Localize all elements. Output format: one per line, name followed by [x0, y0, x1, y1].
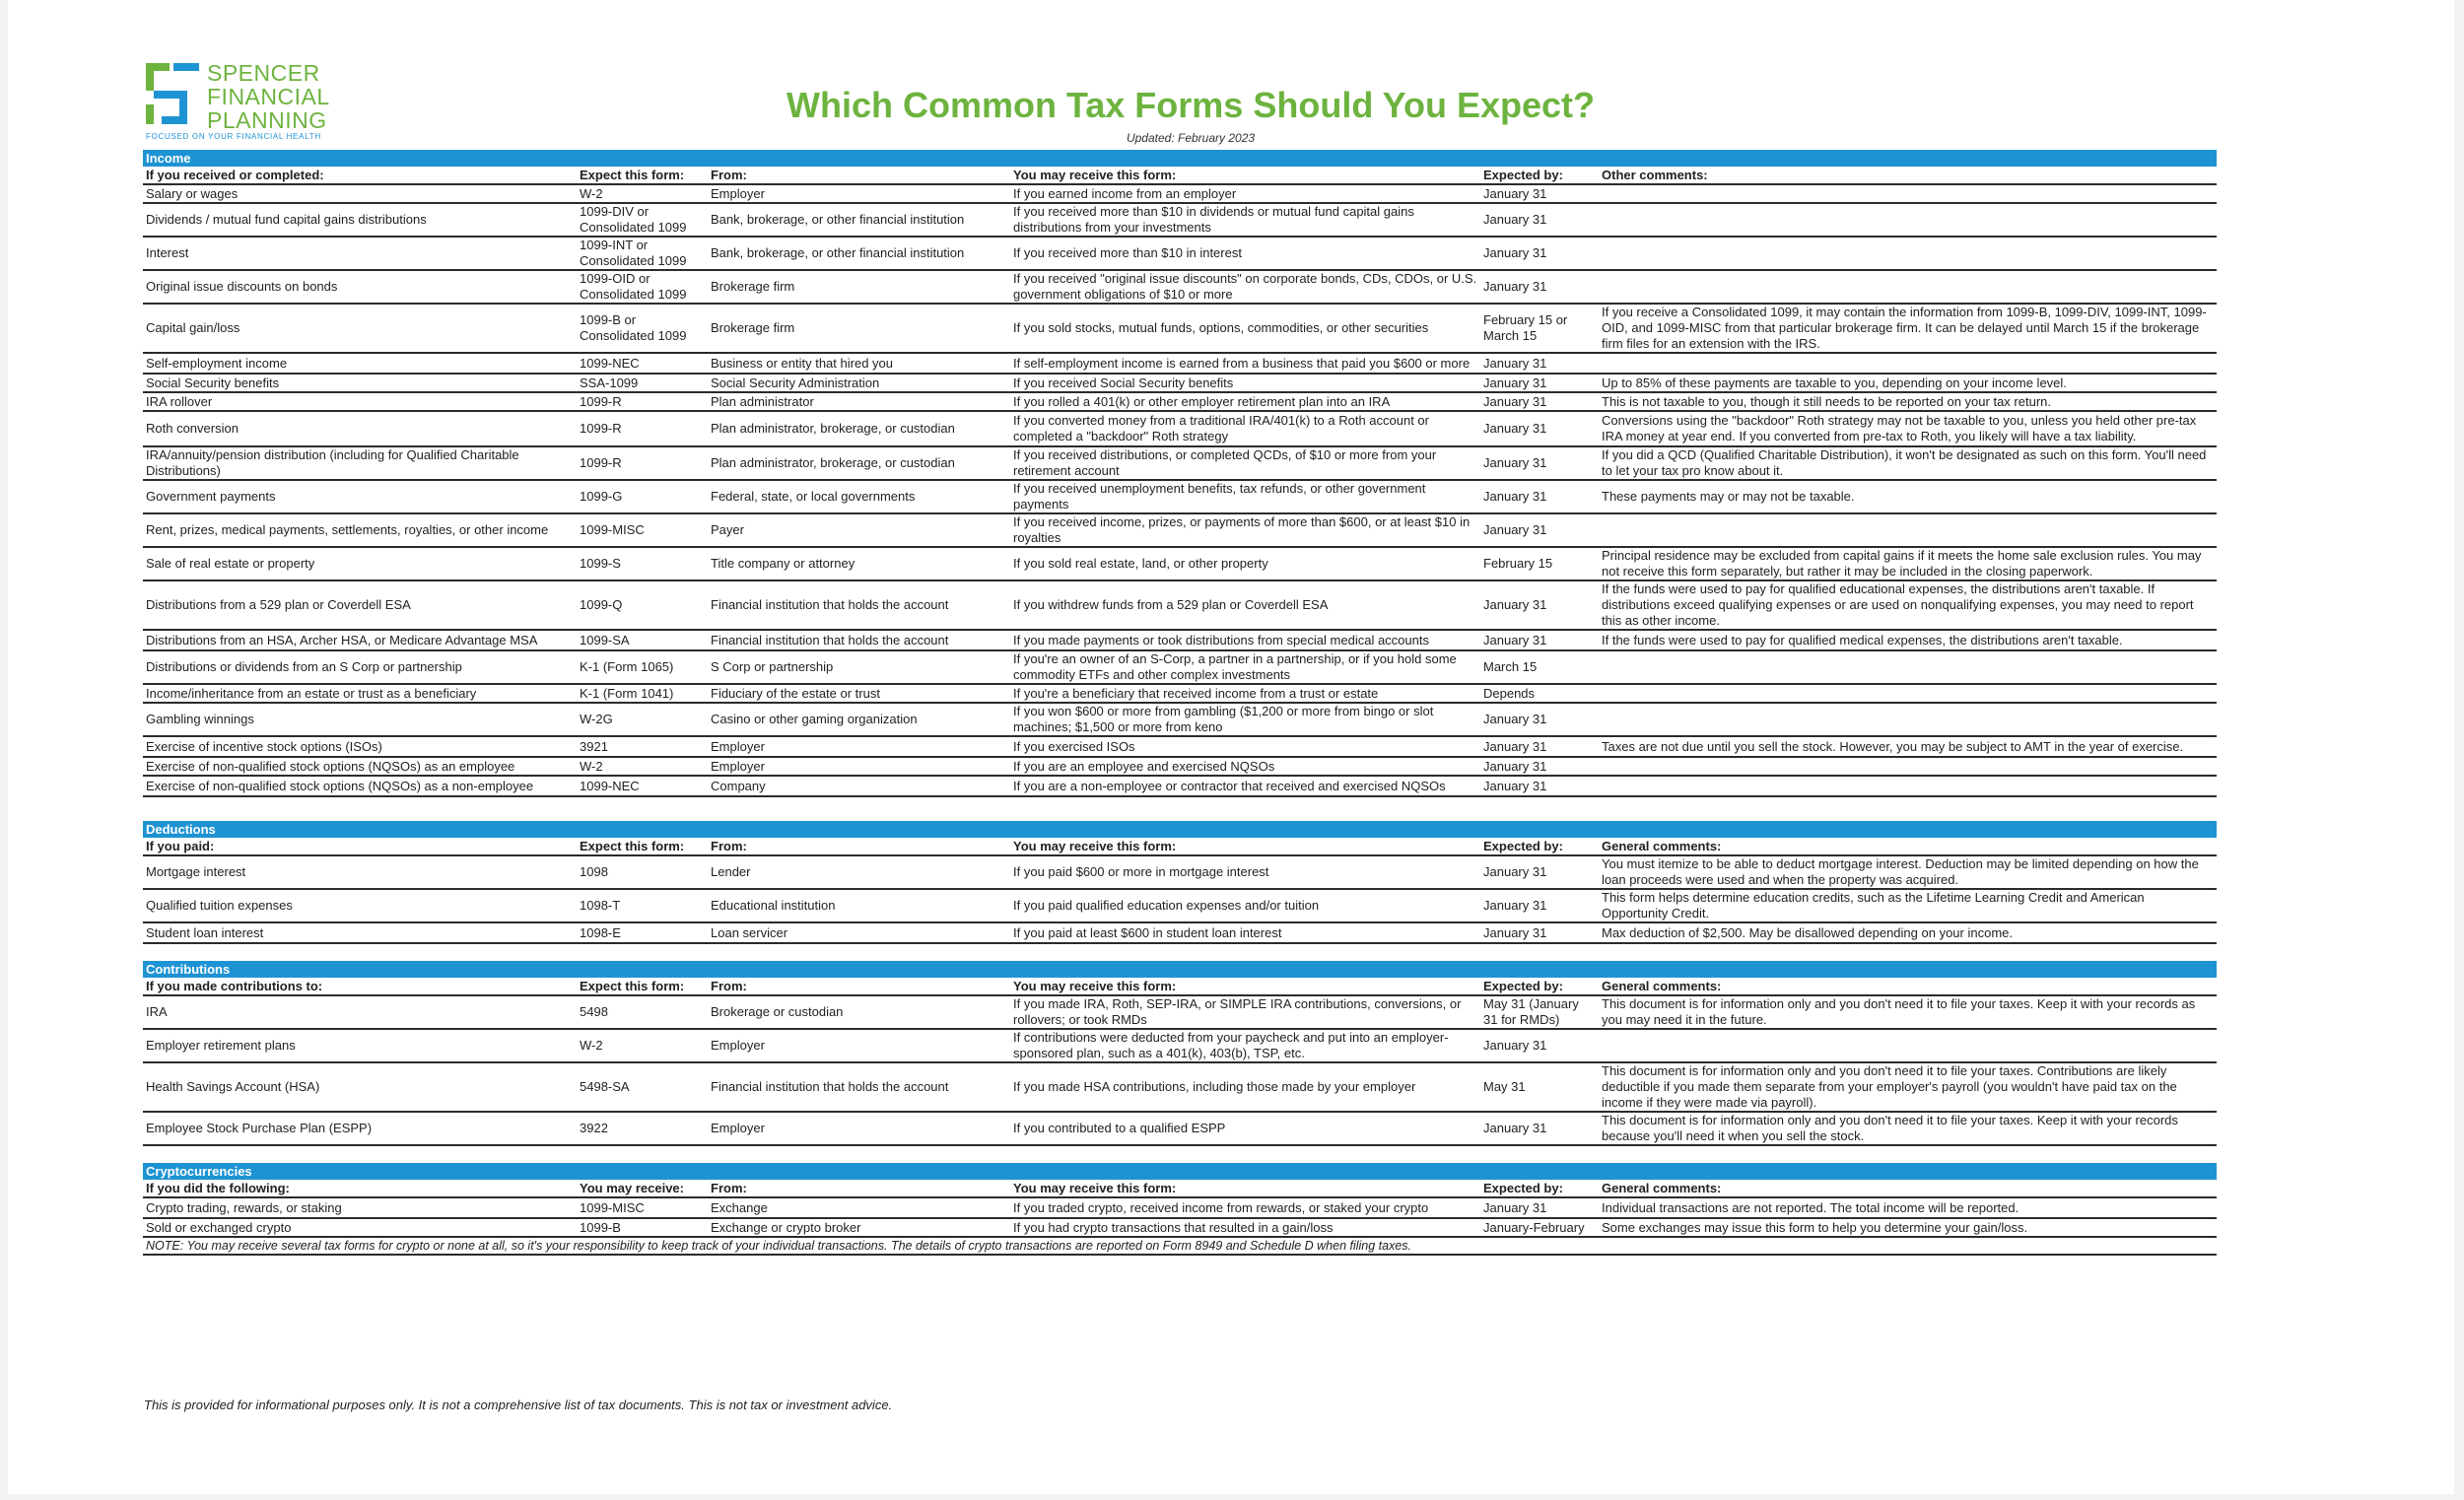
- column-header: General comments:: [1599, 1180, 2217, 1197]
- issuer-cell: Social Security Administration: [708, 374, 1010, 392]
- expected-date-cell: January 31: [1480, 630, 1599, 650]
- situation-cell: Interest: [143, 237, 577, 270]
- situation-cell: Income/inheritance from an estate or trust as a beneficiary: [143, 684, 577, 703]
- logo-text-line: FINANCIAL: [207, 84, 330, 109]
- section-title: Deductions: [143, 821, 2217, 838]
- logo-tagline: FOCUSED ON YOUR FINANCIAL HEALTH: [146, 132, 321, 141]
- column-header-row: [143, 838, 2217, 855]
- issuer-cell: Exchange: [708, 1197, 1010, 1218]
- expected-date-cell: January 31: [1480, 1197, 1599, 1218]
- condition-cell: If you withdrew funds from a 529 plan or Coverdell ESA: [1010, 580, 1480, 630]
- expected-date-cell: January-February: [1480, 1218, 1599, 1237]
- table-row: [143, 203, 2217, 237]
- expected-date-cell: January 31: [1480, 1029, 1599, 1062]
- comments-cell: [1599, 513, 2217, 547]
- table-row: [143, 580, 2217, 630]
- condition-cell: If you sold stocks, mutual funds, options, commodities, or other securities: [1010, 304, 1480, 353]
- form-cell: 1098-E: [577, 922, 708, 943]
- issuer-cell: Bank, brokerage, or other financial institution: [708, 203, 1010, 237]
- table-row: [143, 411, 2217, 446]
- expected-date-cell: January 31: [1480, 446, 1599, 480]
- table-row: [143, 237, 2217, 270]
- section-spacer: [143, 796, 2217, 821]
- expected-date-cell: May 31: [1480, 1062, 1599, 1112]
- table-row: [143, 184, 2217, 203]
- column-header-row: [143, 167, 2217, 184]
- comments-cell: [1599, 776, 2217, 796]
- comments-cell: This document is for information only and you don't need it to file your taxes. Keep it with your records as you may need it in the future.: [1599, 995, 2217, 1029]
- situation-cell: Gambling winnings: [143, 703, 577, 736]
- issuer-cell: Employer: [708, 1029, 1010, 1062]
- form-cell: 1099-R: [577, 392, 708, 411]
- column-header: You may receive:: [577, 1180, 708, 1197]
- tax-forms-table: [143, 150, 2217, 1256]
- expected-date-cell: January 31: [1480, 184, 1599, 203]
- situation-cell: Employer retirement plans: [143, 1029, 577, 1062]
- document-page: [8, 0, 2454, 1494]
- spacer-cell: [143, 943, 2217, 961]
- section-header-income: [143, 150, 2217, 167]
- expected-date-cell: January 31: [1480, 855, 1599, 889]
- situation-cell: IRA rollover: [143, 392, 577, 411]
- situation-cell: Exercise of incentive stock options (ISOs): [143, 736, 577, 757]
- form-cell: 1099-SA: [577, 630, 708, 650]
- section-title: Cryptocurrencies: [143, 1163, 2217, 1180]
- form-cell: 1099-NEC: [577, 353, 708, 374]
- issuer-cell: Financial institution that holds the account: [708, 1062, 1010, 1112]
- form-cell: K-1 (Form 1065): [577, 650, 708, 684]
- table-row: [143, 446, 2217, 480]
- section-header-deductions: [143, 821, 2217, 838]
- form-cell: W-2: [577, 184, 708, 203]
- table-row: [143, 480, 2217, 513]
- situation-cell: Student loan interest: [143, 922, 577, 943]
- expected-date-cell: January 31: [1480, 411, 1599, 446]
- column-header: If you paid:: [143, 838, 577, 855]
- comments-cell: [1599, 703, 2217, 736]
- form-cell: SSA-1099: [577, 374, 708, 392]
- issuer-cell: Employer: [708, 757, 1010, 776]
- comments-cell: [1599, 184, 2217, 203]
- situation-cell: Sold or exchanged crypto: [143, 1218, 577, 1237]
- comments-cell: This is not taxable to you, though it still needs to be reported on your tax return.: [1599, 392, 2217, 411]
- expected-date-cell: January 31: [1480, 922, 1599, 943]
- situation-cell: Employee Stock Purchase Plan (ESPP): [143, 1112, 577, 1145]
- situation-cell: Self-employment income: [143, 353, 577, 374]
- situation-cell: Distributions from an HSA, Archer HSA, or Medicare Advantage MSA: [143, 630, 577, 650]
- form-cell: 1099-Q: [577, 580, 708, 630]
- condition-cell: If you are an employee and exercised NQSOs: [1010, 757, 1480, 776]
- column-header: You may receive this form:: [1010, 1180, 1480, 1197]
- condition-cell: If you earned income from an employer: [1010, 184, 1480, 203]
- form-cell: K-1 (Form 1041): [577, 684, 708, 703]
- comments-cell: [1599, 203, 2217, 237]
- section-header-contributions: [143, 961, 2217, 978]
- column-header-row: [143, 978, 2217, 995]
- comments-cell: [1599, 650, 2217, 684]
- condition-cell: If you won $600 or more from gambling ($1,200 or more from bingo or slot machines; $1,500 or more from keno: [1010, 703, 1480, 736]
- table-row: [143, 1197, 2217, 1218]
- column-header: Expect this form:: [577, 167, 708, 184]
- expected-date-cell: January 31: [1480, 889, 1599, 922]
- issuer-cell: Employer: [708, 1112, 1010, 1145]
- section-spacer: [143, 943, 2217, 961]
- issuer-cell: Financial institution that holds the account: [708, 580, 1010, 630]
- issuer-cell: Brokerage firm: [708, 270, 1010, 304]
- page-title: Which Common Tax Forms Should You Expect?: [786, 85, 1596, 125]
- section-title: Income: [143, 150, 2217, 167]
- column-header: General comments:: [1599, 838, 2217, 855]
- table-row: [143, 270, 2217, 304]
- situation-cell: Salary or wages: [143, 184, 577, 203]
- situation-cell: IRA: [143, 995, 577, 1029]
- form-cell: 1099-MISC: [577, 1197, 708, 1218]
- column-header: From:: [708, 167, 1010, 184]
- expected-date-cell: January 31: [1480, 203, 1599, 237]
- column-header: Other comments:: [1599, 167, 2217, 184]
- table-row: [143, 374, 2217, 392]
- column-header: From:: [708, 1180, 1010, 1197]
- condition-cell: If you received Social Security benefits: [1010, 374, 1480, 392]
- expected-date-cell: January 31: [1480, 270, 1599, 304]
- table-row: [143, 776, 2217, 796]
- form-cell: 1099-R: [577, 411, 708, 446]
- comments-cell: [1599, 270, 2217, 304]
- comments-cell: Individual transactions are not reported. The total income will be reported.: [1599, 1197, 2217, 1218]
- issuer-cell: Plan administrator, brokerage, or custodian: [708, 411, 1010, 446]
- table-row: [143, 513, 2217, 547]
- issuer-cell: Bank, brokerage, or other financial institution: [708, 237, 1010, 270]
- condition-cell: If you are a non-employee or contractor that received and exercised NQSOs: [1010, 776, 1480, 796]
- column-header: Expected by:: [1480, 978, 1599, 995]
- expected-date-cell: January 31: [1480, 374, 1599, 392]
- issuer-cell: Educational institution: [708, 889, 1010, 922]
- form-cell: 1099-DIV or Consolidated 1099: [577, 203, 708, 237]
- situation-cell: Original issue discounts on bonds: [143, 270, 577, 304]
- issuer-cell: Payer: [708, 513, 1010, 547]
- column-header: Expected by:: [1480, 167, 1599, 184]
- form-cell: W-2G: [577, 703, 708, 736]
- condition-cell: If self-employment income is earned from a business that paid you $600 or more: [1010, 353, 1480, 374]
- table-row: [143, 889, 2217, 922]
- comments-cell: [1599, 237, 2217, 270]
- column-header: You may receive this form:: [1010, 978, 1480, 995]
- expected-date-cell: January 31: [1480, 776, 1599, 796]
- expected-date-cell: January 31: [1480, 1112, 1599, 1145]
- situation-cell: Roth conversion: [143, 411, 577, 446]
- section-spacer: [143, 1145, 2217, 1163]
- table-row: [143, 703, 2217, 736]
- form-cell: 5498-SA: [577, 1062, 708, 1112]
- column-header: General comments:: [1599, 978, 2217, 995]
- situation-cell: Crypto trading, rewards, or staking: [143, 1197, 577, 1218]
- logo-text-line: SPENCER: [207, 60, 320, 86]
- condition-cell: If you had crypto transactions that resulted in a gain/loss: [1010, 1218, 1480, 1237]
- comments-cell: Taxes are not due until you sell the stock. However, you may be subject to AMT in the year of exercise.: [1599, 736, 2217, 757]
- situation-cell: Distributions or dividends from an S Corp or partnership: [143, 650, 577, 684]
- comments-cell: If you did a QCD (Qualified Charitable Distribution), it won't be designated as such on this form. You'll need to let your tax pro know about it.: [1599, 446, 2217, 480]
- comments-cell: This form helps determine education credits, such as the Lifetime Learning Credit and American Opportunity Credit.: [1599, 889, 2217, 922]
- table-row: [143, 1218, 2217, 1237]
- form-cell: 1099-G: [577, 480, 708, 513]
- condition-cell: If you're a beneficiary that received income from a trust or estate: [1010, 684, 1480, 703]
- table-row: [143, 304, 2217, 353]
- issuer-cell: Employer: [708, 736, 1010, 757]
- issuer-cell: Company: [708, 776, 1010, 796]
- situation-cell: Social Security benefits: [143, 374, 577, 392]
- column-header: Expected by:: [1480, 1180, 1599, 1197]
- note-row: [143, 1237, 2217, 1255]
- comments-cell: Conversions using the "backdoor" Roth strategy may not be taxable to you, unless you held other pre-tax IRA money at year end. If you converted from pre-tax to Roth, you likely will have a tax liability.: [1599, 411, 2217, 446]
- condition-cell: If you paid qualified education expenses and/or tuition: [1010, 889, 1480, 922]
- expected-date-cell: January 31: [1480, 480, 1599, 513]
- comments-cell: This document is for information only and you don't need it to file your taxes. Contributions are likely deductible if you made them separate from your employer's payroll (you wouldn't have paid tax on the income if they were made via payroll).: [1599, 1062, 2217, 1112]
- crypto-note: NOTE: You may receive several tax forms for crypto or none at all, so it's your responsibility to keep track of your individual transactions. The details of crypto transactions are reported on Form 8949 and Schedule D when filing taxes.: [143, 1237, 2217, 1255]
- column-header-row: [143, 1180, 2217, 1197]
- situation-cell: Exercise of non-qualified stock options (NQSOs) as an employee: [143, 757, 577, 776]
- form-cell: 5498: [577, 995, 708, 1029]
- expected-date-cell: January 31: [1480, 237, 1599, 270]
- expected-date-cell: February 15 or March 15: [1480, 304, 1599, 353]
- condition-cell: If you paid at least $600 in student loan interest: [1010, 922, 1480, 943]
- condition-cell: If you received more than $10 in dividends or mutual fund capital gains distributions from your investments: [1010, 203, 1480, 237]
- comments-cell: These payments may or may not be taxable.: [1599, 480, 2217, 513]
- form-cell: 1098-T: [577, 889, 708, 922]
- issuer-cell: S Corp or partnership: [708, 650, 1010, 684]
- expected-date-cell: January 31: [1480, 580, 1599, 630]
- comments-cell: Principal residence may be excluded from capital gains if it meets the home sale exclusion rules. You may not receive this form separately, but rather it may be included in the closing paperwork.: [1599, 547, 2217, 580]
- comments-cell: [1599, 1029, 2217, 1062]
- situation-cell: Rent, prizes, medical payments, settlements, royalties, or other income: [143, 513, 577, 547]
- comments-cell: If the funds were used to pay for qualified medical expenses, the distributions aren't taxable.: [1599, 630, 2217, 650]
- condition-cell: If contributions were deducted from your paycheck and put into an employer-sponsored plan, such as a 401(k), 403(b), TSP, etc.: [1010, 1029, 1480, 1062]
- table-row: [143, 1062, 2217, 1112]
- table-row: [143, 1029, 2217, 1062]
- condition-cell: If you sold real estate, land, or other property: [1010, 547, 1480, 580]
- form-cell: 1099-NEC: [577, 776, 708, 796]
- comments-cell: Some exchanges may issue this form to help you determine your gain/loss.: [1599, 1218, 2217, 1237]
- situation-cell: Sale of real estate or property: [143, 547, 577, 580]
- spacer-cell: [143, 796, 2217, 821]
- condition-cell: If you made IRA, Roth, SEP-IRA, or SIMPLE IRA contributions, conversions, or rollovers; or took RMDs: [1010, 995, 1480, 1029]
- expected-date-cell: February 15: [1480, 547, 1599, 580]
- condition-cell: If you received unemployment benefits, tax refunds, or other government payments: [1010, 480, 1480, 513]
- company-logo: [144, 61, 380, 150]
- table-row: [143, 922, 2217, 943]
- comments-cell: [1599, 757, 2217, 776]
- updated-date: Updated: February 2023: [1126, 131, 1256, 145]
- situation-cell: Mortgage interest: [143, 855, 577, 889]
- column-header: If you did the following:: [143, 1180, 577, 1197]
- condition-cell: If you're an owner of an S-Corp, a partner in a partnership, or if you hold some commodity ETFs and other complex investments: [1010, 650, 1480, 684]
- issuer-cell: Employer: [708, 184, 1010, 203]
- situation-cell: Dividends / mutual fund capital gains distributions: [143, 203, 577, 237]
- issuer-cell: Financial institution that holds the account: [708, 630, 1010, 650]
- issuer-cell: Casino or other gaming organization: [708, 703, 1010, 736]
- logo-mark-icon: [144, 61, 201, 126]
- issuer-cell: Business or entity that hired you: [708, 353, 1010, 374]
- table-row: [143, 855, 2217, 889]
- issuer-cell: Title company or attorney: [708, 547, 1010, 580]
- column-header: From:: [708, 838, 1010, 855]
- condition-cell: If you contributed to a qualified ESPP: [1010, 1112, 1480, 1145]
- issuer-cell: Loan servicer: [708, 922, 1010, 943]
- section-title: Contributions: [143, 961, 2217, 978]
- situation-cell: Government payments: [143, 480, 577, 513]
- expected-date-cell: May 31 (January 31 for RMDs): [1480, 995, 1599, 1029]
- table-row: [143, 630, 2217, 650]
- expected-date-cell: January 31: [1480, 757, 1599, 776]
- expected-date-cell: Depends: [1480, 684, 1599, 703]
- column-header: If you made contributions to:: [143, 978, 577, 995]
- expected-date-cell: January 31: [1480, 736, 1599, 757]
- table-row: [143, 547, 2217, 580]
- situation-cell: Health Savings Account (HSA): [143, 1062, 577, 1112]
- column-header: If you received or completed:: [143, 167, 577, 184]
- comments-cell: Up to 85% of these payments are taxable to you, depending on your income level.: [1599, 374, 2217, 392]
- comments-cell: If you receive a Consolidated 1099, it may contain the information from 1099-B, 1099-DIV, 1099-INT, 1099-OID, and 1099-MISC from that particular brokerage firm. It can be delayed until March 15 if the brokerage firm files for an extension with the IRS.: [1599, 304, 2217, 353]
- situation-cell: Distributions from a 529 plan or Coverdell ESA: [143, 580, 577, 630]
- condition-cell: If you converted money from a traditional IRA/401(k) to a Roth account or completed a "backdoor" Roth strategy: [1010, 411, 1480, 446]
- expected-date-cell: January 31: [1480, 392, 1599, 411]
- issuer-cell: Brokerage or custodian: [708, 995, 1010, 1029]
- table-row: [143, 684, 2217, 703]
- comments-cell: [1599, 684, 2217, 703]
- form-cell: 1099-MISC: [577, 513, 708, 547]
- table-row: [143, 995, 2217, 1029]
- form-cell: 1099-OID or Consolidated 1099: [577, 270, 708, 304]
- comments-cell: This document is for information only and you don't need it to file your taxes. Keep it with your records because you'll need it when you sell the stock.: [1599, 1112, 2217, 1145]
- column-header: Expect this form:: [577, 978, 708, 995]
- comments-cell: You must itemize to be able to deduct mortgage interest. Deduction may be limited depending on how the loan proceeds were used and when the property was acquired.: [1599, 855, 2217, 889]
- form-cell: 1099-R: [577, 446, 708, 480]
- comments-cell: Max deduction of $2,500. May be disallowed depending on your income.: [1599, 922, 2217, 943]
- comments-cell: [1599, 353, 2217, 374]
- table-row: [143, 353, 2217, 374]
- issuer-cell: Plan administrator: [708, 392, 1010, 411]
- issuer-cell: Lender: [708, 855, 1010, 889]
- form-cell: W-2: [577, 1029, 708, 1062]
- condition-cell: If you paid $600 or more in mortgage interest: [1010, 855, 1480, 889]
- column-header: From:: [708, 978, 1010, 995]
- spacer-cell: [143, 1145, 2217, 1163]
- table-row: [143, 392, 2217, 411]
- expected-date-cell: January 31: [1480, 703, 1599, 736]
- form-cell: 1099-S: [577, 547, 708, 580]
- form-cell: 1099-B: [577, 1218, 708, 1237]
- table-row: [143, 736, 2217, 757]
- situation-cell: Qualified tuition expenses: [143, 889, 577, 922]
- column-header: Expected by:: [1480, 838, 1599, 855]
- expected-date-cell: March 15: [1480, 650, 1599, 684]
- form-cell: 3922: [577, 1112, 708, 1145]
- column-header: You may receive this form:: [1010, 167, 1480, 184]
- situation-cell: Exercise of non-qualified stock options (NQSOs) as a non-employee: [143, 776, 577, 796]
- condition-cell: If you rolled a 401(k) or other employer retirement plan into an IRA: [1010, 392, 1480, 411]
- issuer-cell: Exchange or crypto broker: [708, 1218, 1010, 1237]
- issuer-cell: Fiduciary of the estate or trust: [708, 684, 1010, 703]
- issuer-cell: Brokerage firm: [708, 304, 1010, 353]
- issuer-cell: Federal, state, or local governments: [708, 480, 1010, 513]
- condition-cell: If you made payments or took distributions from special medical accounts: [1010, 630, 1480, 650]
- condition-cell: If you made HSA contributions, including those made by your employer: [1010, 1062, 1480, 1112]
- column-header: Expect this form:: [577, 838, 708, 855]
- condition-cell: If you exercised ISOs: [1010, 736, 1480, 757]
- logo-text-line: PLANNING: [207, 107, 327, 133]
- table-row: [143, 1112, 2217, 1145]
- form-cell: 1099-B or Consolidated 1099: [577, 304, 708, 353]
- condition-cell: If you received more than $10 in interest: [1010, 237, 1480, 270]
- situation-cell: IRA/annuity/pension distribution (including for Qualified Charitable Distributions): [143, 446, 577, 480]
- condition-cell: If you received "original issue discounts" on corporate bonds, CDs, CDOs, or U.S. government obligations of $10 or more: [1010, 270, 1480, 304]
- form-cell: 1098: [577, 855, 708, 889]
- table-row: [143, 757, 2217, 776]
- expected-date-cell: January 31: [1480, 353, 1599, 374]
- situation-cell: Capital gain/loss: [143, 304, 577, 353]
- condition-cell: If you received distributions, or completed QCDs, of $10 or more from your retirement account: [1010, 446, 1480, 480]
- condition-cell: If you received income, prizes, or payments of more than $600, or at least $10 in royalties: [1010, 513, 1480, 547]
- table-row: [143, 650, 2217, 684]
- section-header-cryptocurrencies: [143, 1163, 2217, 1180]
- comments-cell: If the funds were used to pay for qualified educational expenses, the distributions aren't taxable. If distributions exceed qualifying expenses or are used on nonqualifying expenses, you may need to report this as other income.: [1599, 580, 2217, 630]
- expected-date-cell: January 31: [1480, 513, 1599, 547]
- disclaimer: This is provided for informational purposes only. It is not a comprehensive list of tax documents. This is not tax or investment advice.: [144, 1398, 893, 1412]
- column-header: You may receive this form:: [1010, 838, 1480, 855]
- form-cell: W-2: [577, 757, 708, 776]
- issuer-cell: Plan administrator, brokerage, or custodian: [708, 446, 1010, 480]
- condition-cell: If you traded crypto, received income from rewards, or staked your crypto: [1010, 1197, 1480, 1218]
- form-cell: 3921: [577, 736, 708, 757]
- form-cell: 1099-INT or Consolidated 1099: [577, 237, 708, 270]
